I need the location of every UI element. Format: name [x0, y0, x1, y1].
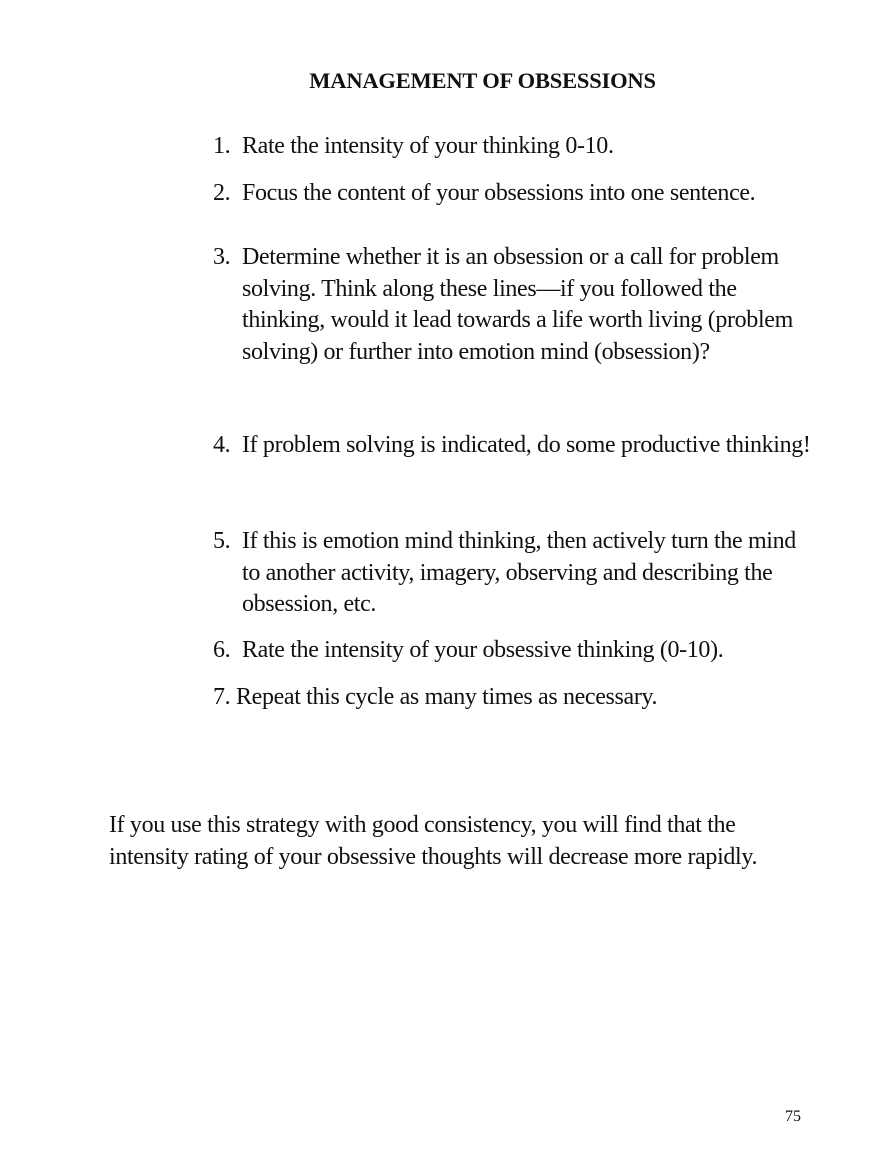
step-number: 7. [213, 684, 231, 710]
step-number: 3. [213, 244, 231, 270]
page-title: MANAGEMENT OF OBSESSIONS [309, 68, 656, 93]
step-text: Repeat this cycle as many times as necessary. [236, 684, 658, 710]
step-number: 6. [213, 637, 231, 663]
step-item [213, 682, 813, 714]
step-text: If this is emotion mind thinking, then actively turn the mind to another activity, imagery, observing and describing the obsession, etc. [242, 528, 796, 617]
step-item [213, 526, 813, 621]
step-text: Focus the content of your obsessions into one sentence. [242, 180, 756, 206]
step-number: 4. [213, 432, 231, 458]
closing-paragraph: If you use this strategy with good consistency, you will find that the intensity rating of your obsessive thoughts will decrease more rapidly. [109, 812, 758, 870]
step-text: Rate the intensity of your obsessive thinking (0-10). [242, 637, 724, 663]
step-item [213, 242, 813, 368]
step-number: 1. [213, 133, 231, 159]
step-number: 5. [213, 528, 231, 554]
step-text: Rate the intensity of your thinking 0-10. [242, 133, 614, 159]
step-item [213, 131, 813, 163]
step-text: If problem solving is indicated, do some productive thinking! [242, 432, 811, 458]
step-item [213, 635, 813, 667]
step-number: 2. [213, 180, 231, 206]
step-text: Determine whether it is an obsession or a call for problem solving. Think along these lines—if you followed the thinking, would it lead towards a life worth living (problem solving) or further into emotion mind (obsession)? [242, 244, 793, 365]
step-item [213, 178, 813, 210]
step-item [213, 430, 813, 462]
page-number: 75 [785, 1108, 801, 1125]
